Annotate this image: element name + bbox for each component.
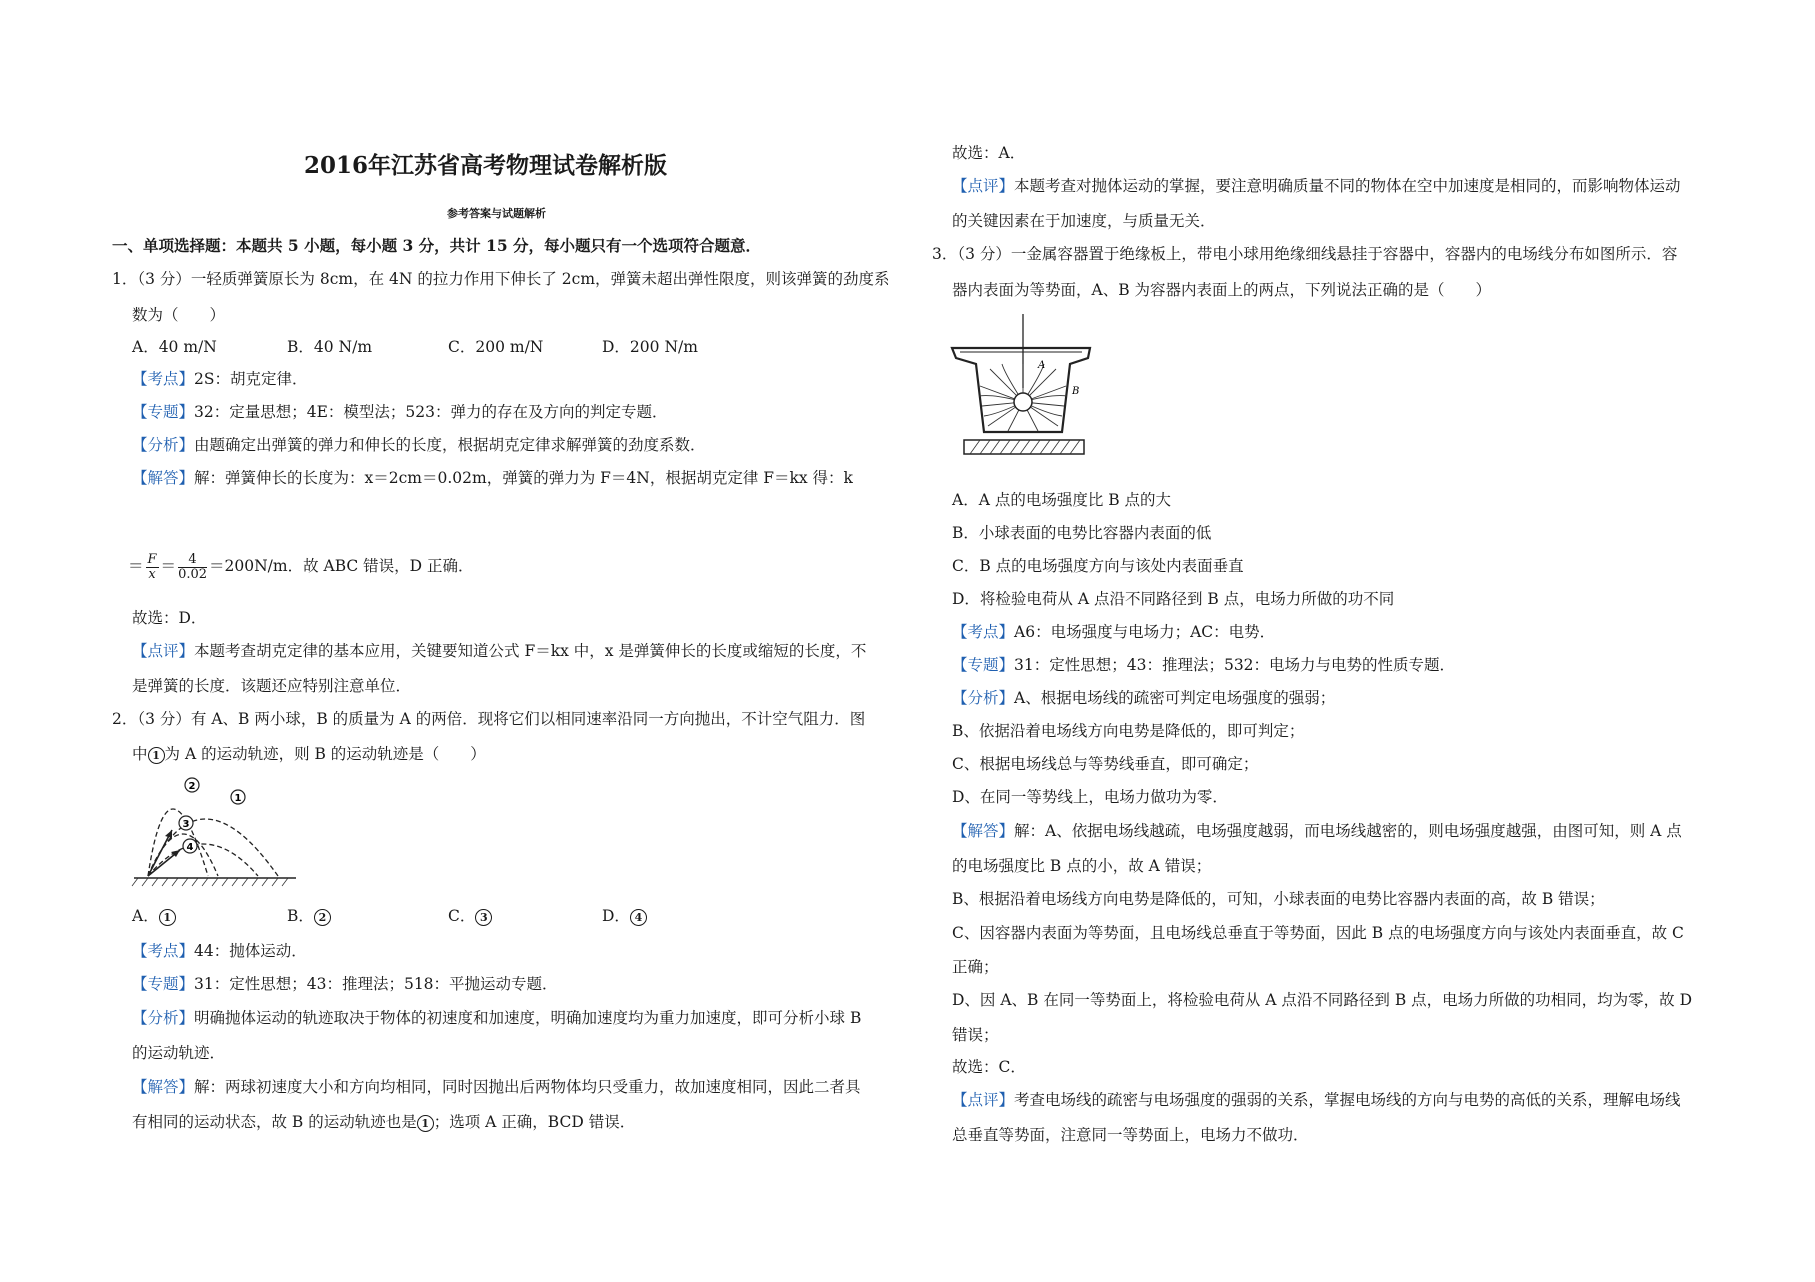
q3-guxuan: 故选：C． — [952, 1058, 1026, 1076]
q3-option-d: D．将检验电荷从 A 点沿不同路径到 B 点，电场力所做的功不同 — [952, 590, 1395, 608]
q2-option-b — [287, 906, 331, 926]
q1-guxuan: 故选：D． — [132, 609, 207, 627]
q2-stem-post: 为 A 的运动轨迹，则 B 的运动轨迹是（ ） — [164, 745, 486, 763]
q3-jieda-text: 解：A、依据电场线越疏，电场强度越弱，而电场线越密的，则电场强度越强，由图可知，则 A 点 — [1014, 822, 1682, 840]
q2-fenxi-text: 明确抛体运动的轨迹取决于物体的初速度和加速度，明确加速度均为重力加速度，即可分析小球 B — [194, 1009, 862, 1027]
jieda-tag: 【解答】 — [132, 469, 195, 487]
q3-stem-line1: 3．（3 分）一金属容器置于绝缘板上，带电小球用绝缘细线悬挂于容器中，容器内的电场线分布如图所示．容 — [932, 245, 1678, 263]
q1-dianping-line2: 是弹簧的长度．该题还应特别注意单位． — [132, 677, 412, 695]
insulating-board — [964, 440, 1084, 454]
frac1-num: F — [147, 551, 157, 567]
q2-guxuan: 故选：A． — [952, 144, 1026, 162]
q2-dianping-text: 本题考查对抛体运动的掌握，要注意明确质量不同的物体在空中加速度是相同的，而影响物体运动 — [1014, 177, 1681, 195]
q3-fenxi-line2: B、依据沿着电场线方向电势是降低的，即可判定； — [952, 722, 1305, 740]
q3-option-c: C．B 点的电场强度方向与该处内表面垂直 — [952, 557, 1244, 575]
q2-dianping-line2: 的关键因素在于加速度，与质量无关． — [952, 212, 1216, 230]
q3-kaodian — [952, 622, 1275, 642]
q2-stem-line2 — [132, 744, 486, 764]
eq-prefix: ＝ — [128, 557, 144, 575]
q2-opt-c-label: C． — [448, 907, 476, 925]
q1-fenxi — [132, 435, 706, 455]
q2-jieda-line2 — [132, 1112, 635, 1132]
q1-zhuanti-text: 32：定量思想；4E：模型法；523：弹力的存在及方向的判定专题． — [194, 403, 668, 421]
q2-opt-d-circle: 4 — [630, 909, 647, 926]
q2-opt-b-label: B． — [287, 907, 314, 925]
fig-label-3: 3 — [182, 819, 190, 830]
q2-jieda-post: ；选项 A 正确，BCD 错误． — [433, 1113, 636, 1131]
q1-stem-line2: 数为（ ） — [132, 306, 226, 324]
q2-stem-pre: 中 — [132, 745, 148, 763]
q1-fenxi-text: 由题确定出弹簧的弹力和伸长的长度，根据胡克定律求解弹簧的劲度系数． — [194, 436, 706, 454]
q2-option-d — [602, 906, 647, 926]
q2-opt-a-circle: 1 — [159, 909, 176, 926]
metal-container — [952, 348, 1090, 432]
page-title: 2016年江苏省高考物理试卷解析版 — [304, 152, 668, 179]
q3-fenxi — [952, 688, 1335, 708]
zhuanti-tag: 【专题】 — [132, 403, 195, 421]
q3-jieda — [952, 821, 1682, 841]
q3-jieda-line7: 错误； — [952, 1026, 999, 1044]
frac2-den: 0.02 — [178, 566, 208, 582]
q1-option-d: D．200 N/m — [602, 338, 698, 356]
q2-jieda-pre: 有相同的运动状态，故 B 的运动轨迹也是 — [132, 1113, 417, 1131]
q1-dianping-text: 本题考查胡克定律的基本应用，关键要知道公式 F＝kx 中，x 是弹簧伸长的长度或缩短的长度，不 — [194, 642, 867, 660]
q3-stem-line2: 器内表面为等势面，A、B 为容器内表面上的两点，下列说法正确的是（ ） — [952, 281, 1492, 299]
fig-label-4: 4 — [186, 842, 194, 853]
q3-dianping-text: 考查电场线的疏密与电场强度的强弱的关系，掌握电场线的方向与电势的高低的关系，理解电场线 — [1014, 1091, 1681, 1109]
q3-jieda-line2: 的电场强度比 B 点的小，故 A 错误； — [952, 857, 1212, 875]
q2-opt-b-circle: 2 — [314, 909, 331, 926]
jieda-tag: 【解答】 — [132, 1078, 195, 1096]
q3-fenxi-line3: C、根据电场线总与等势线垂直，即可确定； — [952, 755, 1259, 773]
fig-label-b: B — [1072, 386, 1080, 397]
q2-zhuanti-text: 31：定性思想；43：推理法；518：平抛运动专题． — [194, 975, 558, 993]
q1-option-c: C．200 m/N — [448, 338, 544, 356]
fig-label-2: 2 — [188, 781, 196, 792]
fenxi-tag: 【分析】 — [132, 436, 195, 454]
q2-dianping — [952, 176, 1681, 196]
q3-jieda-line4: C、因容器内表面为等势面，且电场线总垂直于等势面，因此 B 点的电场强度方向与该处内表面垂直，故 C — [952, 924, 1684, 942]
kaodian-tag: 【考点】 — [132, 370, 195, 388]
trajectory-1 — [148, 819, 278, 876]
q2-jieda — [132, 1077, 861, 1097]
fig-label-a: A — [1038, 360, 1046, 371]
q2-opt-c-circle: 3 — [475, 909, 492, 926]
q1-option-b: B．40 N/m — [287, 338, 373, 356]
q2-option-c — [448, 906, 492, 926]
q2-fenxi-line2: 的运动轨迹． — [132, 1044, 226, 1062]
q3-option-a: A．A 点的电场强度比 B 点的大 — [952, 491, 1172, 509]
q2-opt-d-label: D． — [602, 907, 630, 925]
q2-zhuanti — [132, 974, 558, 994]
fenxi-tag: 【分析】 — [952, 689, 1015, 707]
q2-jieda-text: 解：两球初速度大小和方向均相同，同时因抛出后两物体均只受重力，故加速度相同，因此二者具 — [194, 1078, 861, 1096]
q2-kaodian-text: 44：抛体运动． — [194, 942, 307, 960]
q3-option-b: B．小球表面的电势比容器内表面的低 — [952, 524, 1212, 542]
q3-fenxi-line4: D、在同一等势线上，电场力做功为零． — [952, 788, 1228, 806]
q1-option-a: A．40 m/N — [132, 338, 217, 356]
arrowhead-upper — [165, 830, 172, 838]
q3-jieda-line6: D、因 A、B 在同一等势面上，将检验电荷从 A 点沿不同路径到 B 点，电场力所做的功相同，均为零，故 D — [952, 991, 1693, 1009]
dianping-tag: 【点评】 — [952, 1091, 1015, 1109]
circled-1: 1 — [148, 747, 165, 764]
fraction-4-over-002 — [178, 553, 207, 582]
q2-opt-a-label: A． — [132, 907, 159, 925]
q1-jieda-text: 解：弹簧伸长的长度为：x＝2cm＝0.02m，弹簧的弹力为 F＝4N，根据胡克定律 F＝kx 得：k — [194, 469, 853, 487]
q2-stem-line1: 2．（3 分）有 A、B 两小球，B 的质量为 A 的两倍．现将它们以相同速率沿同一方向抛出，不计空气阻力．图 — [112, 710, 866, 728]
q1-stem-line1: 1．（3 分）一轻质弹簧原长为 8cm，在 4N 的拉力作用下伸长了 2cm，弹簧未超出弹性限度，则该弹簧的劲度系 — [112, 270, 890, 288]
q3-jieda-line5: 正确； — [952, 958, 999, 976]
frac2-num: 4 — [178, 553, 207, 568]
section-heading: 一、单项选择题：本题共 5 小题，每小题 3 分，共计 15 分，每小题只有一个选项符合题意． — [112, 236, 762, 255]
container-field-diagram — [950, 314, 1100, 462]
q2-option-a — [132, 906, 176, 926]
q3-dianping-line2: 总垂直等势面，注意同一等势面上，电场力不做功． — [952, 1126, 1309, 1144]
frac1-den: x — [148, 566, 156, 582]
q2-kaodian — [132, 941, 307, 961]
q2-fenxi — [132, 1008, 861, 1028]
q3-zhuanti — [952, 655, 1455, 675]
q1-equation — [128, 549, 474, 583]
q1-dianping — [132, 641, 866, 661]
q1-kaodian-text: 2S：胡克定律． — [194, 370, 308, 388]
fig-label-1: 1 — [234, 793, 242, 804]
dianping-tag: 【点评】 — [952, 177, 1015, 195]
fenxi-tag: 【分析】 — [132, 1009, 195, 1027]
zhuanti-tag: 【专题】 — [132, 975, 195, 993]
q3-fenxi-text: A、根据电场线的疏密可判定电场强度的强弱； — [1014, 689, 1336, 707]
eq-tail: ＝200N/m．故 ABC 错误，D 正确． — [209, 557, 474, 575]
q3-zhuanti-text: 31：定性思想；43：推理法；532：电场力与电势的性质专题． — [1014, 656, 1456, 674]
q1-jieda — [132, 468, 853, 488]
q1-zhuanti — [132, 402, 668, 422]
q3-jieda-line3: B、根据沿着电场线方向电势是降低的，可知，小球表面的电势比容器内表面的高，故 B 错误； — [952, 890, 1605, 908]
zhuanti-tag: 【专题】 — [952, 656, 1015, 674]
q3-dianping — [952, 1090, 1681, 1110]
trajectory-diagram — [128, 772, 298, 890]
jieda-tag: 【解答】 — [952, 822, 1015, 840]
q3-kaodian-text: A6：电场强度与电场力；AC：电势． — [1014, 623, 1276, 641]
fraction-f-over-x — [146, 553, 159, 582]
kaodian-tag: 【考点】 — [132, 942, 195, 960]
charged-ball — [1014, 393, 1032, 411]
q1-kaodian — [132, 369, 308, 389]
kaodian-tag: 【考点】 — [952, 623, 1015, 641]
circled-1: 1 — [417, 1115, 434, 1132]
dianping-tag: 【点评】 — [132, 642, 195, 660]
eq-mid: ＝ — [160, 557, 177, 575]
page-subtitle: 参考答案与试题解析 — [447, 207, 546, 220]
